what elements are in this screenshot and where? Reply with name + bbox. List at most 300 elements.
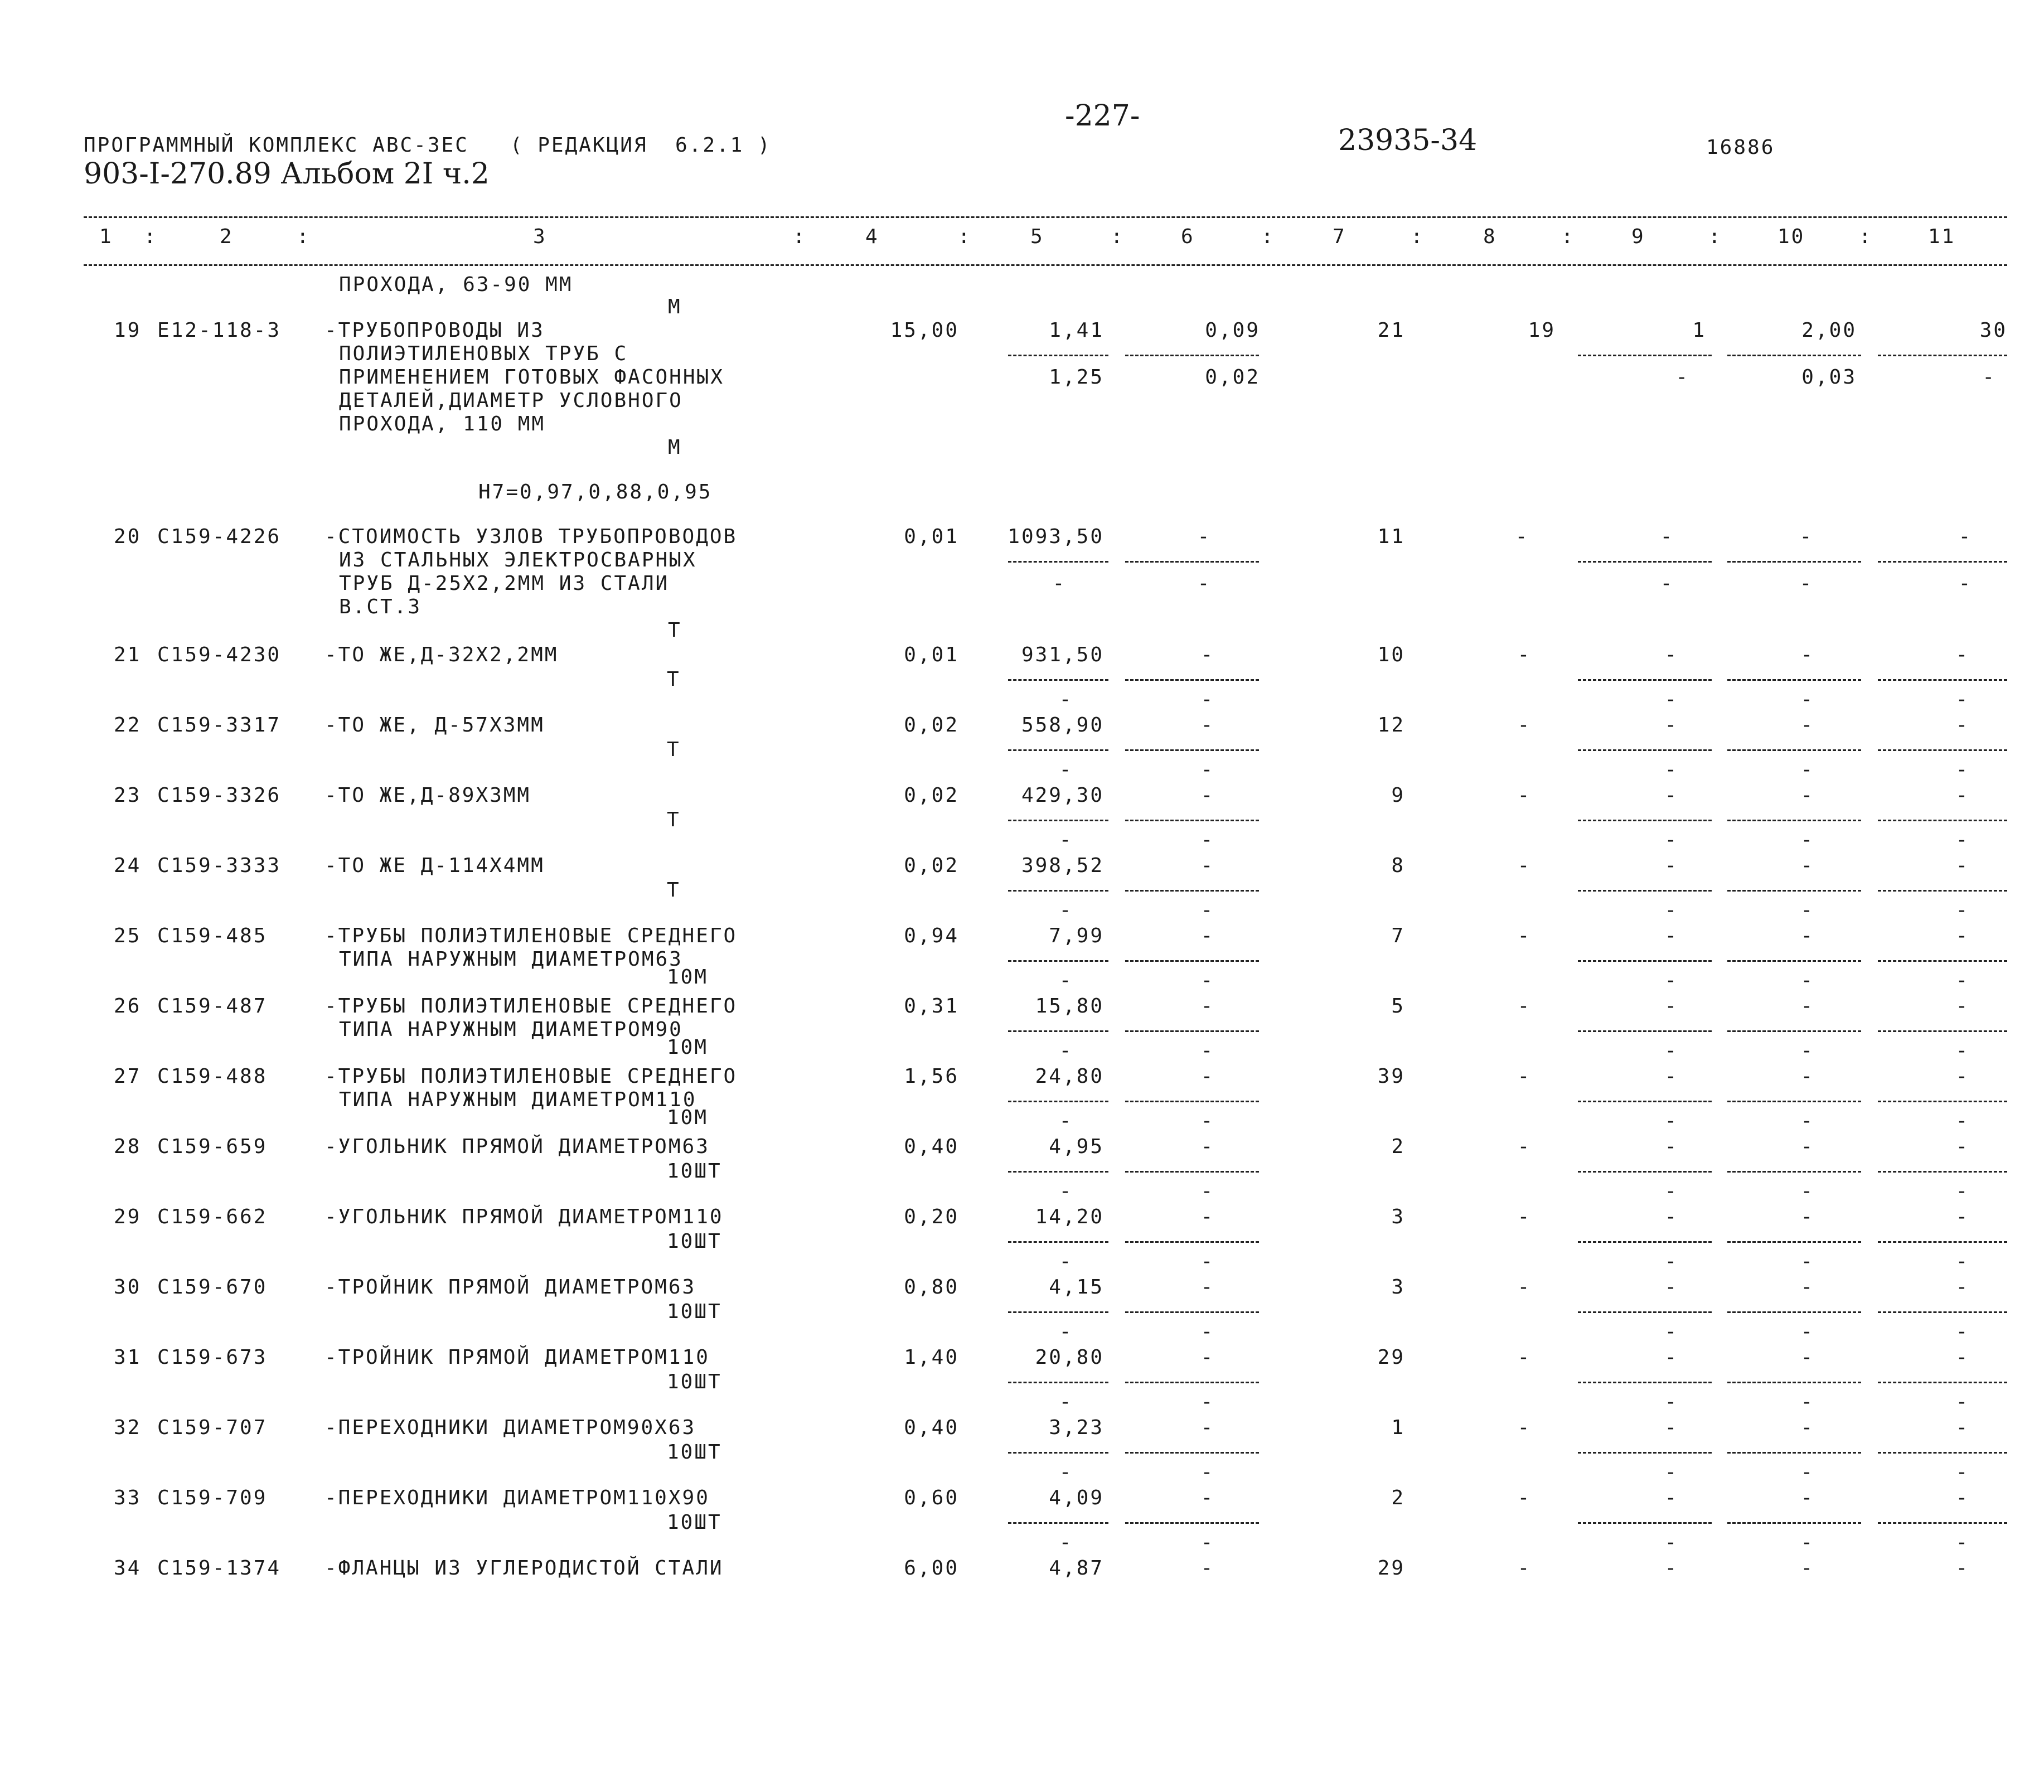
fraction-line	[1125, 749, 1259, 751]
row-description: -ТРУБЫ ПОЛИЭТИЛЕНОВЫЕ СРЕДНЕГО	[324, 1065, 738, 1088]
dash-mark: -	[1517, 1276, 1532, 1299]
dash-mark: -	[1800, 1346, 1815, 1369]
cell-col7: 2	[1391, 1135, 1405, 1158]
dash-mark: -	[1955, 1416, 1970, 1439]
dash-mark: -	[1517, 1486, 1532, 1509]
row-description: -ТО ЖЕ Д-114Х4ММ	[324, 854, 545, 877]
dash-mark: -	[1664, 924, 1679, 947]
col-header-8: 8	[1483, 225, 1497, 248]
cell-col10: -	[1799, 525, 1814, 548]
cell-col4: 1,40	[904, 1346, 959, 1369]
row-description: -УГОЛЬНИК ПРЯМОЙ ДИАМЕТРОМ110	[324, 1205, 724, 1228]
dash-mark: -	[1955, 1320, 1970, 1343]
row-code: С159-3317	[157, 714, 282, 737]
dash-mark: -	[1059, 1531, 1073, 1554]
album-line: 903-I-270.89 Альбом 2I ч.2	[84, 157, 490, 191]
col-sep: :	[297, 225, 311, 248]
row-code: С159-709	[157, 1486, 268, 1509]
row-description: -УГОЛЬНИК ПРЯМОЙ ДИАМЕТРОМ63	[324, 1135, 710, 1158]
col-sep: :	[1708, 225, 1722, 248]
cell-col5: 429,30	[1021, 784, 1104, 807]
row-number: 34	[114, 1557, 142, 1580]
fraction-line	[1578, 890, 1712, 892]
row-unit: 10ШТ	[667, 1511, 722, 1534]
cell-col7: 11	[1377, 525, 1405, 548]
fraction-line	[1878, 1171, 2007, 1173]
col-sep: :	[1411, 225, 1425, 248]
dash-mark: -	[1664, 714, 1679, 737]
row-number: 24	[114, 854, 142, 877]
row-code: С159-488	[157, 1065, 268, 1088]
row-code: С159-3326	[157, 784, 282, 807]
dash-mark: -	[1800, 854, 1815, 877]
cell-col4: 0,94	[904, 924, 959, 947]
fraction-line	[1125, 1171, 1259, 1173]
row-description: В.СТ.3	[339, 595, 422, 618]
fraction-line	[1008, 1241, 1108, 1243]
cell-col5: 4,15	[1049, 1276, 1104, 1299]
dash-mark: -	[1664, 829, 1679, 851]
fraction-line	[1125, 1101, 1259, 1102]
row-unit: М	[668, 436, 682, 459]
col-sep: :	[1859, 225, 1873, 248]
row-number: 27	[114, 1065, 142, 1088]
row-number: 22	[114, 714, 142, 737]
cell-col5: 558,90	[1021, 714, 1104, 737]
dash-mark: -	[1955, 829, 1970, 851]
dash-mark: -	[1800, 1110, 1815, 1132]
fraction-line	[1008, 1030, 1108, 1032]
fraction-line	[1727, 679, 1861, 681]
dash-mark: -	[1059, 1320, 1073, 1343]
row-description: -ТРОЙНИК ПРЯМОЙ ДИАМЕТРОМ63	[324, 1276, 696, 1299]
cell-col11-b: -	[1982, 366, 1996, 389]
dash-mark: -	[1664, 1205, 1679, 1228]
cell-col4: 1,56	[904, 1065, 959, 1088]
dash-mark: -	[1955, 688, 1970, 711]
dash-mark: -	[1200, 1346, 1215, 1369]
cell-col5: 15,80	[1035, 995, 1104, 1018]
row-code: С159-4230	[157, 643, 282, 666]
fraction-line	[1008, 561, 1108, 563]
cell-col9-b: -	[1660, 572, 1674, 595]
dash-mark: -	[1800, 1486, 1815, 1509]
dash-mark: -	[1800, 643, 1815, 666]
row-unit: Т	[667, 879, 681, 902]
cell-col5: 398,52	[1021, 854, 1104, 877]
row-unit: Т	[667, 738, 681, 761]
fraction-line	[1727, 749, 1861, 751]
cell-col4: 0,80	[904, 1276, 959, 1299]
fraction-line	[1878, 1522, 2007, 1524]
fraction-line	[1878, 1030, 2007, 1032]
row-description: ПРОХОДА, 110 ММ	[339, 413, 546, 435]
dash-mark: -	[1200, 1276, 1215, 1299]
dash-mark: -	[1664, 854, 1679, 877]
dash-mark: -	[1059, 1039, 1073, 1062]
dash-mark: -	[1059, 1110, 1073, 1132]
dash-mark: -	[1800, 1276, 1815, 1299]
row-unit: 10М	[667, 966, 709, 989]
program-line: ПРОГРАММНЫЙ КОМПЛЕКС АВС-3ЕС ( РЕДАКЦИЯ 6.2.1 )	[84, 134, 772, 157]
row-code: Е12-118-3	[157, 319, 282, 342]
cell-col5: 1093,50	[1008, 525, 1104, 548]
cell-col7: 39	[1377, 1065, 1405, 1088]
cell-col9: -	[1660, 525, 1674, 548]
dash-mark: -	[1059, 1391, 1073, 1413]
fraction-line	[1008, 1522, 1108, 1524]
col-sep: :	[1261, 225, 1275, 248]
dash-mark: -	[1059, 688, 1073, 711]
row-number: 23	[114, 784, 142, 807]
cell-col5: 14,20	[1035, 1205, 1104, 1228]
dash-mark: -	[1517, 1205, 1532, 1228]
dash-mark: -	[1955, 995, 1970, 1018]
fraction-line	[1578, 820, 1712, 821]
dash-mark: -	[1059, 969, 1073, 992]
row-unit: 10ШТ	[667, 1441, 722, 1464]
cell-col5: 4,09	[1049, 1486, 1104, 1509]
fraction-line	[1125, 890, 1259, 892]
row-description: -ПЕРЕХОДНИКИ ДИАМЕТРОМ90Х63	[324, 1416, 696, 1439]
dash-mark: -	[1517, 995, 1532, 1018]
fraction-line	[1578, 1522, 1712, 1524]
fraction-line	[1578, 960, 1712, 962]
dash-mark: -	[1059, 1461, 1073, 1484]
dash-mark: -	[1800, 1320, 1815, 1343]
dash-mark: -	[1200, 1135, 1215, 1158]
row-code: С159-670	[157, 1276, 268, 1299]
dash-mark: -	[1517, 924, 1532, 947]
dash-mark: -	[1955, 1531, 1970, 1554]
row-description: -ТО ЖЕ, Д-57Х3ММ	[324, 714, 545, 737]
dash-mark: -	[1664, 1320, 1679, 1343]
cell-col10: 2,00	[1801, 319, 1857, 342]
fraction-line	[1878, 749, 2007, 751]
dash-mark: -	[1200, 829, 1215, 851]
dash-mark: -	[1200, 1391, 1215, 1413]
row-code: С159-1374	[157, 1557, 282, 1580]
dash-mark: -	[1664, 1461, 1679, 1484]
fraction-line	[1578, 1452, 1712, 1454]
col-header-1: 1	[99, 225, 113, 248]
dash-mark: -	[1800, 1250, 1815, 1273]
fraction-line	[1878, 1101, 2007, 1102]
cell-col5: 7,99	[1049, 924, 1104, 947]
cell-col7: 3	[1391, 1205, 1405, 1228]
cell-col4: 6,00	[904, 1557, 959, 1580]
fraction-line	[1008, 749, 1108, 751]
fraction-line	[1125, 1241, 1259, 1243]
row-unit: 10М	[667, 1106, 709, 1129]
dash-mark: -	[1664, 688, 1679, 711]
dash-mark: -	[1517, 1557, 1532, 1580]
cell-col8: -	[1515, 525, 1529, 548]
cell-col6: -	[1197, 525, 1212, 548]
dash-mark: -	[1800, 1065, 1815, 1088]
row-code: С159-487	[157, 995, 268, 1018]
cell-col7: 7	[1391, 924, 1405, 947]
cell-col4: 0,01	[904, 643, 959, 666]
dash-mark: -	[1800, 1039, 1815, 1062]
row-number: 31	[114, 1346, 142, 1369]
dash-mark: -	[1800, 969, 1815, 992]
row-code: С159-662	[157, 1205, 268, 1228]
cell-col4: 0,40	[904, 1135, 959, 1158]
fraction-line	[1727, 1452, 1861, 1454]
dash-mark: -	[1059, 1180, 1073, 1203]
row-description: ТИПА НАРУЖНЫМ ДИАМЕТРОМ110	[339, 1088, 697, 1111]
cell-col4: 0,02	[904, 714, 959, 737]
row-code: С159-485	[157, 924, 268, 947]
row-number: 30	[114, 1276, 142, 1299]
dash-mark: -	[1800, 1205, 1815, 1228]
dash-mark: -	[1664, 1065, 1679, 1088]
fraction-line	[1008, 1382, 1108, 1383]
cell-col6: 0,09	[1205, 319, 1260, 342]
cell-col6-b: 0,02	[1205, 366, 1260, 389]
dash-mark: -	[1800, 1391, 1815, 1413]
fraction-line	[1878, 1382, 2007, 1383]
row-code: С159-673	[157, 1346, 268, 1369]
dash-mark: -	[1800, 758, 1815, 781]
row-description: ПРИМЕНЕНИЕМ ГОТОВЫХ ФАСОННЫХ	[339, 366, 724, 389]
col-sep: :	[144, 225, 158, 248]
row-number: 20	[114, 525, 142, 548]
dash-mark: -	[1955, 1135, 1970, 1158]
dash-mark: -	[1800, 924, 1815, 947]
dash-mark: -	[1800, 1135, 1815, 1158]
row-description: ДЕТАЛЕЙ,ДИАМЕТР УСЛОВНОГО	[339, 389, 683, 412]
fraction-line	[1008, 820, 1108, 821]
fraction-line	[1008, 890, 1108, 892]
cell-col11-b: -	[1958, 572, 1973, 595]
fraction-line	[1727, 1101, 1861, 1102]
cell-col5: 24,80	[1035, 1065, 1104, 1088]
row-unit: 10ШТ	[667, 1300, 722, 1323]
cell-col7: 10	[1377, 643, 1405, 666]
col-sep: :	[958, 225, 972, 248]
dash-mark: -	[1664, 1531, 1679, 1554]
dash-mark: -	[1664, 1276, 1679, 1299]
col-header-11: 11	[1928, 225, 1956, 248]
dash-mark: -	[1955, 1276, 1970, 1299]
row-code: С159-4226	[157, 525, 282, 548]
dash-mark: -	[1800, 714, 1815, 737]
row-description: ТИПА НАРУЖНЫМ ДИАМЕТРОМ63	[339, 948, 683, 971]
cell-col11: -	[1958, 525, 1973, 548]
fraction-line	[1878, 820, 2007, 821]
dash-mark: -	[1955, 969, 1970, 992]
col-header-10: 10	[1777, 225, 1805, 248]
fraction-line	[1878, 960, 2007, 962]
row-description: -ТРОЙНИК ПРЯМОЙ ДИАМЕТРОМ110	[324, 1346, 710, 1369]
coefficient-line: Н7=0,97,0,88,0,95	[478, 481, 713, 503]
row-description: -ПЕРЕХОДНИКИ ДИАМЕТРОМ110Х90	[324, 1486, 710, 1509]
dash-mark: -	[1059, 758, 1073, 781]
dash-mark: -	[1200, 1250, 1215, 1273]
dash-mark: -	[1664, 899, 1679, 922]
row-unit: Т	[668, 619, 682, 642]
dash-mark: -	[1200, 758, 1215, 781]
dash-mark: -	[1517, 1346, 1532, 1369]
dash-mark: -	[1664, 1346, 1679, 1369]
dash-mark: -	[1664, 1135, 1679, 1158]
dash-mark: -	[1664, 1250, 1679, 1273]
dash-mark: -	[1800, 688, 1815, 711]
dash-mark: -	[1200, 1320, 1215, 1343]
col-header-2: 2	[220, 225, 234, 248]
row-description: -ТРУБЫ ПОЛИЭТИЛЕНОВЫЕ СРЕДНЕГО	[324, 995, 738, 1018]
dash-mark: -	[1200, 899, 1215, 922]
fraction-line	[1878, 679, 2007, 681]
dash-mark: -	[1955, 1205, 1970, 1228]
dash-mark: -	[1059, 899, 1073, 922]
fraction-line	[1578, 749, 1712, 751]
row-number: 26	[114, 995, 142, 1018]
dash-mark: -	[1955, 1346, 1970, 1369]
fraction-line	[1727, 561, 1861, 563]
dash-mark: -	[1800, 1180, 1815, 1203]
doc-code: 16886	[1706, 136, 1775, 159]
fraction-line	[1008, 960, 1108, 962]
dash-mark: -	[1200, 643, 1215, 666]
dash-mark: -	[1955, 854, 1970, 877]
cell-col4: 15,00	[890, 319, 959, 342]
dash-mark: -	[1955, 643, 1970, 666]
dash-mark: -	[1059, 829, 1073, 851]
fraction-line	[1578, 355, 1712, 356]
cell-col4: 0,60	[904, 1486, 959, 1509]
cell-col5: 931,50	[1021, 643, 1104, 666]
row-code: С159-3333	[157, 854, 282, 877]
col-header-7: 7	[1333, 225, 1346, 248]
fraction-line	[1125, 820, 1259, 821]
row-code: С159-707	[157, 1416, 268, 1439]
doc-number: 23935-34	[1338, 124, 1478, 157]
cell-col7: 29	[1377, 1346, 1405, 1369]
col-sep: :	[793, 225, 807, 248]
dash-mark: -	[1517, 854, 1532, 877]
dash-mark: -	[1955, 714, 1970, 737]
dash-mark: -	[1955, 1557, 1970, 1580]
dash-mark: -	[1955, 1250, 1970, 1273]
dash-mark: -	[1200, 1110, 1215, 1132]
col-header-3: 3	[533, 225, 547, 248]
row-unit: 10М	[667, 1036, 709, 1059]
fraction-line	[1578, 1311, 1712, 1313]
row-unit: Т	[667, 808, 681, 831]
row-unit: 10ШТ	[667, 1160, 722, 1183]
dash-mark: -	[1800, 1461, 1815, 1484]
fraction-line	[1878, 561, 2007, 563]
cell-col9-b: -	[1675, 366, 1689, 389]
fraction-line	[1125, 679, 1259, 681]
dash-mark: -	[1200, 1180, 1215, 1203]
row-description: ПОЛИЭТИЛЕНОВЫХ ТРУБ С	[339, 342, 628, 365]
fraction-line	[1878, 1311, 2007, 1313]
dash-mark: -	[1664, 1416, 1679, 1439]
cell-col5-b: 1,25	[1049, 366, 1104, 389]
cell-col4: 0,01	[904, 525, 959, 548]
fraction-line	[1727, 1241, 1861, 1243]
dash-mark: -	[1517, 643, 1532, 666]
fraction-line	[1578, 561, 1712, 563]
cell-col5: 20,80	[1035, 1346, 1104, 1369]
dash-mark: -	[1200, 995, 1215, 1018]
dash-mark: -	[1955, 1039, 1970, 1062]
dash-mark: -	[1200, 1557, 1215, 1580]
cell-col7: 8	[1391, 854, 1405, 877]
row-description: -СТОИМОСТЬ УЗЛОВ ТРУБОПРОВОДОВ	[324, 525, 738, 548]
fraction-line	[1125, 561, 1259, 563]
fraction-line	[1125, 1030, 1259, 1032]
fraction-line	[1727, 820, 1861, 821]
dash-mark: -	[1200, 688, 1215, 711]
row-description: -ТО ЖЕ,Д-89Х3ММ	[324, 784, 531, 807]
fraction-line	[1578, 1101, 1712, 1102]
row-description: ТРУБ Д-25Х2,2ММ ИЗ СТАЛИ	[339, 572, 670, 595]
fraction-line	[1727, 890, 1861, 892]
dash-mark: -	[1517, 1416, 1532, 1439]
fraction-line	[1008, 1101, 1108, 1102]
dash-mark: -	[1955, 899, 1970, 922]
cell-col7: 21	[1377, 319, 1405, 342]
fraction-line	[1125, 960, 1259, 962]
cell-col7: 9	[1391, 784, 1405, 807]
col-header-9: 9	[1631, 225, 1645, 248]
row-code: С159-659	[157, 1135, 268, 1158]
dash-mark: -	[1664, 1557, 1679, 1580]
row-unit: 10ШТ	[667, 1230, 722, 1253]
cell-col11: 30	[1979, 319, 2007, 342]
dash-mark: -	[1664, 1180, 1679, 1203]
dash-mark: -	[1200, 1531, 1215, 1554]
dash-mark: -	[1664, 1486, 1679, 1509]
dash-mark: -	[1200, 1065, 1215, 1088]
dash-mark: -	[1800, 1416, 1815, 1439]
dash-mark: -	[1800, 829, 1815, 851]
dash-mark: -	[1200, 1486, 1215, 1509]
fraction-line	[1727, 355, 1861, 356]
fraction-line	[1008, 1452, 1108, 1454]
cell-col5: 3,23	[1049, 1416, 1104, 1439]
dash-mark: -	[1955, 1461, 1970, 1484]
cell-col10-b: 0,03	[1801, 366, 1857, 389]
fraction-line	[1008, 355, 1108, 356]
fraction-line	[1727, 1171, 1861, 1173]
dash-mark: -	[1200, 1416, 1215, 1439]
dash-mark: -	[1200, 714, 1215, 737]
dash-mark: -	[1664, 1110, 1679, 1132]
cell-col7: 5	[1391, 995, 1405, 1018]
dash-mark: -	[1955, 1110, 1970, 1132]
row-unit: Т	[667, 668, 681, 691]
fraction-line	[1125, 1311, 1259, 1313]
col-header-6: 6	[1181, 225, 1195, 248]
header-rule-bottom	[84, 264, 2007, 266]
dash-mark: -	[1955, 758, 1970, 781]
dash-mark: -	[1517, 1065, 1532, 1088]
dash-mark: -	[1664, 1391, 1679, 1413]
fraction-line	[1878, 890, 2007, 892]
dash-mark: -	[1200, 784, 1215, 807]
fraction-line	[1125, 1452, 1259, 1454]
fraction-line	[1008, 679, 1108, 681]
fraction-line	[1878, 1241, 2007, 1243]
cell-col4: 0,20	[904, 1205, 959, 1228]
dash-mark: -	[1517, 714, 1532, 737]
